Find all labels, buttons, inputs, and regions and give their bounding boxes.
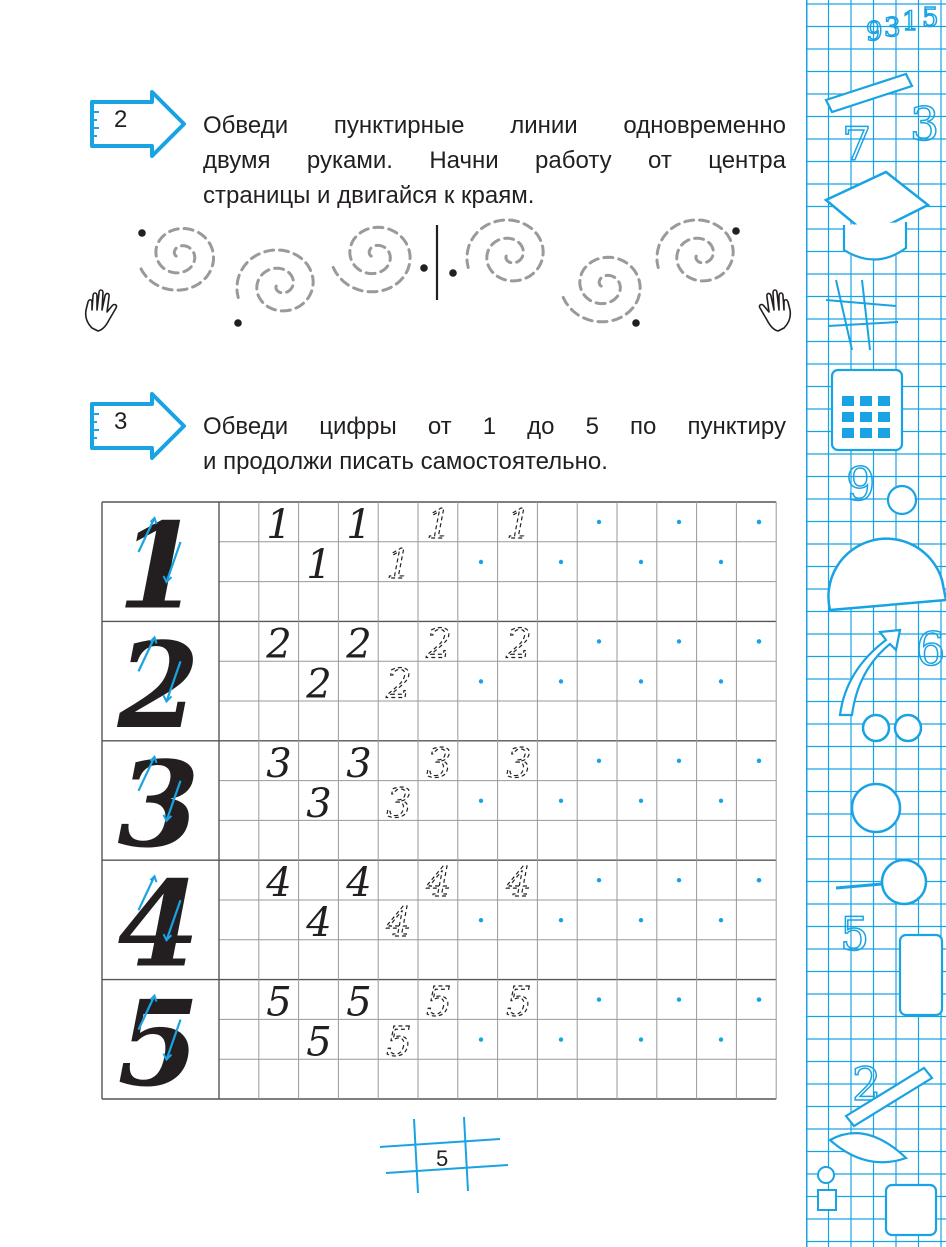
traced-digit: 3 <box>386 780 412 827</box>
dashed-spiral <box>657 220 733 281</box>
doodle-digit: 1 <box>902 7 919 37</box>
glasses-icon <box>863 715 889 741</box>
calculator-key <box>860 396 872 406</box>
flower-icon <box>818 1167 834 1183</box>
start-dot-blue <box>559 918 563 922</box>
start-dot-blue <box>479 560 483 564</box>
start-dot-blue <box>559 1037 563 1041</box>
doodle-digit: 3 <box>910 97 940 151</box>
calculator-key <box>860 428 872 438</box>
doodle-digit: 3 <box>884 13 901 43</box>
traced-digit: 1 <box>426 502 452 548</box>
doodle-digit: 6 <box>916 622 946 676</box>
dashed-spiral <box>140 229 213 291</box>
dashed-spiral <box>467 220 543 281</box>
traced-digit: 2 <box>426 621 452 668</box>
calculator-key <box>878 412 890 422</box>
start-dot-blue <box>757 759 761 763</box>
doodle-digit: 5 <box>840 907 870 961</box>
spiral-tracing-exercise <box>80 215 760 345</box>
magnifier-icon <box>882 860 926 904</box>
traced-digit: 4 <box>506 860 532 907</box>
traced-digit: 1 <box>346 502 372 548</box>
start-dot-blue <box>597 997 601 1001</box>
instruction-line: двумя руками. Начни работу от центра <box>203 147 786 174</box>
instruction-line: и продолжи писать самостоятельно. <box>203 448 608 475</box>
doodle-digit: 2 <box>852 1057 882 1111</box>
traced-digit: 4 <box>346 860 372 907</box>
arrow-badge-icon <box>84 90 190 158</box>
start-dot-blue <box>639 918 643 922</box>
traced-digit: 2 <box>266 621 292 668</box>
traced-digit: 1 <box>306 542 332 588</box>
start-dot-blue <box>677 639 681 643</box>
start-dot-blue <box>559 560 563 564</box>
doodle-digit: 9 <box>846 457 876 511</box>
start-dot-blue <box>677 759 681 763</box>
traced-digit: 3 <box>506 740 532 787</box>
traced-digit: 1 <box>386 542 412 588</box>
right-hand-icon <box>750 288 794 336</box>
calculator-key <box>842 428 854 438</box>
task-2-instructions <box>203 108 786 213</box>
start-dot-blue <box>719 1037 723 1041</box>
start-dot-blue <box>757 997 761 1001</box>
traced-digit: 3 <box>346 740 372 787</box>
start-dot-blue <box>597 639 601 643</box>
start-dot-blue <box>559 679 563 683</box>
traced-digit: 5 <box>386 1019 412 1066</box>
traced-digit: 4 <box>426 860 452 907</box>
traced-digit: 1 <box>506 502 532 548</box>
start-dot-blue <box>597 878 601 882</box>
calculator-key <box>860 412 872 422</box>
sun-icon <box>888 486 916 514</box>
instruction-line: Обведи цифры от 1 до 5 по пунктиру <box>203 413 786 440</box>
task-3-badge <box>84 392 190 460</box>
start-dot-blue <box>677 878 681 882</box>
start-dot-blue <box>639 799 643 803</box>
start-dot-blue <box>479 918 483 922</box>
start-dot-blue <box>719 560 723 564</box>
dashed-spiral <box>333 227 410 291</box>
start-dot <box>732 227 740 235</box>
traced-digit: 5 <box>346 979 372 1026</box>
traced-digit: 2 <box>306 661 332 708</box>
traced-digit: 3 <box>306 780 332 827</box>
start-dot <box>449 269 457 277</box>
start-dot-blue <box>677 520 681 524</box>
start-dot <box>632 319 640 327</box>
start-dot-blue <box>719 918 723 922</box>
traced-digit: 3 <box>426 740 452 787</box>
model-digit-2: 2 <box>117 615 200 755</box>
page-number: 5 <box>436 1146 449 1171</box>
traced-digit: 2 <box>506 621 532 668</box>
dashed-spiral <box>563 257 640 322</box>
model-digit-1: 1 <box>117 500 200 636</box>
instruction-line: страницы и двигайся к краям. <box>203 182 535 209</box>
alarm-clock-icon <box>852 784 900 832</box>
start-dot-blue <box>677 997 681 1001</box>
start-dot-blue <box>479 679 483 683</box>
task-3-instructions <box>203 409 786 479</box>
start-dot-blue <box>757 878 761 882</box>
traced-digit: 4 <box>386 900 412 947</box>
start-dot-blue <box>639 679 643 683</box>
traced-digit: 5 <box>306 1019 332 1066</box>
start-dot-blue <box>757 639 761 643</box>
doodle-digit: 9 <box>866 17 883 47</box>
instruction-line: Обведи пунктирные линии одновременно <box>203 112 786 139</box>
traced-digit: 2 <box>386 661 412 708</box>
model-digit-5: 5 <box>117 974 200 1100</box>
model-digit-4: 4 <box>117 854 200 994</box>
phone-icon <box>900 935 942 1015</box>
doodle-digit: 5 <box>922 3 939 33</box>
traced-digit: 2 <box>346 621 372 668</box>
flower-pot <box>818 1190 836 1210</box>
start-dot-blue <box>559 799 563 803</box>
traced-digit: 4 <box>266 860 292 907</box>
start-dot-blue <box>719 679 723 683</box>
start-dot <box>138 229 146 237</box>
calculator-key <box>878 428 890 438</box>
task-number: 2 <box>114 106 128 133</box>
start-dot-blue <box>719 799 723 803</box>
left-hand-icon <box>82 288 126 336</box>
start-dot-blue <box>757 520 761 524</box>
traced-digit: 3 <box>266 740 292 787</box>
traced-digit: 1 <box>266 502 292 548</box>
calculator-key <box>842 396 854 406</box>
start-dot-blue <box>597 759 601 763</box>
model-digit-3: 3 <box>117 735 200 875</box>
traced-digit: 5 <box>266 979 292 1026</box>
calculator-key <box>878 396 890 406</box>
traced-digit: 4 <box>306 900 332 947</box>
graduation-cap-base <box>844 222 906 260</box>
start-dot-blue <box>639 1037 643 1041</box>
glasses-icon-lens <box>895 715 921 741</box>
task-number: 3 <box>114 408 128 435</box>
start-dot-blue <box>479 1037 483 1041</box>
dashed-spiral <box>237 250 313 311</box>
start-dot-blue <box>597 520 601 524</box>
calculator-key <box>842 412 854 422</box>
start-dot-blue <box>479 799 483 803</box>
traced-digit: 5 <box>426 979 452 1026</box>
decorative-doodle-strip <box>806 0 946 1247</box>
start-dot <box>420 264 428 272</box>
arrow-badge-icon <box>84 392 190 460</box>
start-dot <box>234 319 242 327</box>
doodle-digit: 7 <box>842 117 872 171</box>
task-2-badge <box>84 90 190 158</box>
digit-writing-grid <box>100 500 780 1100</box>
traced-digit: 5 <box>506 979 532 1026</box>
note-paper-icon <box>886 1185 936 1235</box>
start-dot-blue <box>639 560 643 564</box>
